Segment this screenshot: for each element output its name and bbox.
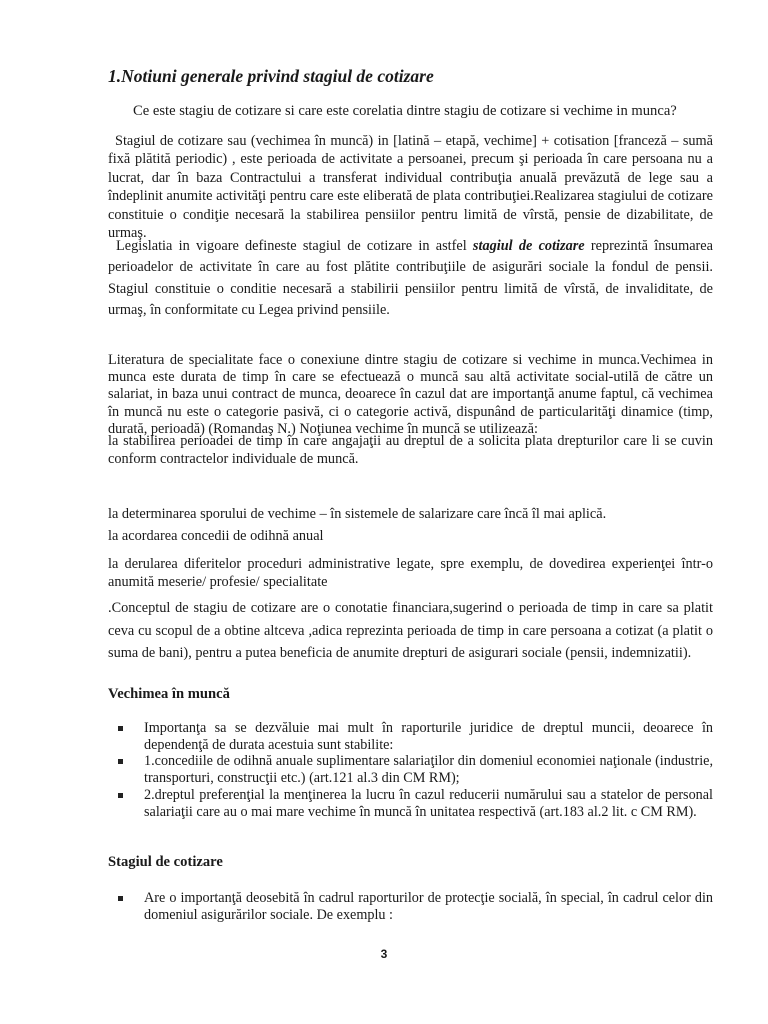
list-item	[118, 890, 713, 923]
list-item-text: 2.dreptul preferenţial la menţinerea la lucru în cazul reducerii numărului sau a statelor de personal salariaţii care au o mai mare vechime în muncă în unitatea respectivă (art.183 al.2 lit. c CM RM).	[144, 786, 713, 820]
list-item-text: 1.concediile de odihnă anuale suplimentare salariaţilor din domeniul economiei naţionale (industrie, transporturi, construcţii etc.) (art.121 al.3 din CM RM);	[144, 753, 713, 787]
page-number: 3	[380, 947, 388, 961]
usage-item: la determinarea sporului de vechime – în sistemele de salarizare care încă îl mai aplică.	[108, 506, 607, 522]
paragraph-concept: .Conceptul de stagiu de cotizare are o conotatie financiara,sugerind o perioada de timp in care sa platit ceva cu scopul de a obtine altceva ,adica reprezinta perioada de timp in care persoana a cotizat (a platit o suma de bani), pentru a putea beneficia de anumite drepturi de asigurari sociale (pensii, indemnizatii).	[108, 600, 713, 662]
paragraph-literature: Literatura de specialitate face o conexiune dintre stagiu de cotizare si vechime in munca.Vechimea in munca este durata de timp în care se efectuează o muncă sau altă activitate social-utilă de către un salariat, in baza unui contract de munca, deoarece în cazul dat are importanţă anume faptul, că vechimea în muncă nu este o categorie pasivă, ci o categorie activă, dispunând de particularităţi dinamice (timp, durată, perioadă) (Romandaş N.) Noţiunea vechime în muncă se utilizează:	[108, 352, 713, 437]
list-item	[118, 787, 713, 820]
bullet-icon	[118, 759, 123, 764]
usage-item: la acordarea concedii de odihnă anual	[108, 528, 324, 544]
section-title: 1.Notiuni generale privind stagiul de cotizare	[108, 66, 434, 86]
bullet-icon	[118, 726, 123, 731]
list-item-text: Importanţa sa se dezvăluie mai mult în raporturile juridice de dreptul muncii, deoarece în dependenţă de durata acestuia sunt stabilite:	[144, 720, 713, 753]
bullet-icon	[118, 793, 123, 798]
heading-vechime: Vechimea în muncă	[108, 686, 230, 702]
list-item	[118, 753, 713, 786]
paragraph-definition: Stagiul de cotizare sau (vechimea în muncă) in [latină – etapă, vechime] + cotisation [franceză – sumă fixă plătită periodic) , este perioada de activitate a persoanei, precum şi perioada în care persoana nu a lucrat, dar în baza Contractului a transferat individual contribuţia anuală prevăzută de lege sau a îndeplinit anumite activităţi pentru care este eliberată de plata contribuţiei.Realizarea stagiului de cotizare constituie o condiţie necesară la stabilirea pensiilor pentru limită de vîrstă, pensie de dizabilitate, de urmaş.	[108, 133, 713, 242]
stagiul-list	[118, 890, 713, 923]
intro-question: Ce este stagiu de cotizare si care este corelatia dintre stagiu de cotizare si vechime in munca?	[133, 103, 677, 119]
list-item-text: Are o importanţă deosebită în cadrul raporturilor de protecţie socială, în special, în cadrul celor din domeniul asigurărilor sociale. De exemplu :	[144, 890, 713, 923]
usage-item: la derularea diferitelor proceduri administrative legate, spre exemplu, de dovedirea experienţei într-o anumită meserie/ profesie/ specialitate	[108, 556, 713, 590]
paragraph-legislation-end: reprezintă însumarea perioadelor de activitate în care au fost plătite contribuţiile de asigurări sociale la fondul de pensii. Stagiul constituie o conditie necesară a stabilirii pensiilor pentru limită de vîrstă, de invaliditate, de urmaş, în conformitate cu Legea privind pensiile.	[108, 238, 713, 318]
list-item	[118, 720, 713, 753]
bullet-icon	[118, 896, 123, 901]
paragraph-legislation-emphasis: stagiul de cotizare	[472, 238, 585, 254]
paragraph-legislation-start: Legislatia in vigoare defineste stagiul de cotizare in astfel	[116, 238, 473, 254]
heading-stagiul: Stagiul de cotizare	[108, 854, 223, 870]
usage-item: la stabilirea perioadei de timp în care angajaţii au dreptul de a solicita plata drepturilor care li se cuvin conform contractelor individuale de muncă.	[108, 433, 713, 467]
vechime-list	[118, 720, 713, 820]
paragraph-legislation	[108, 236, 713, 321]
